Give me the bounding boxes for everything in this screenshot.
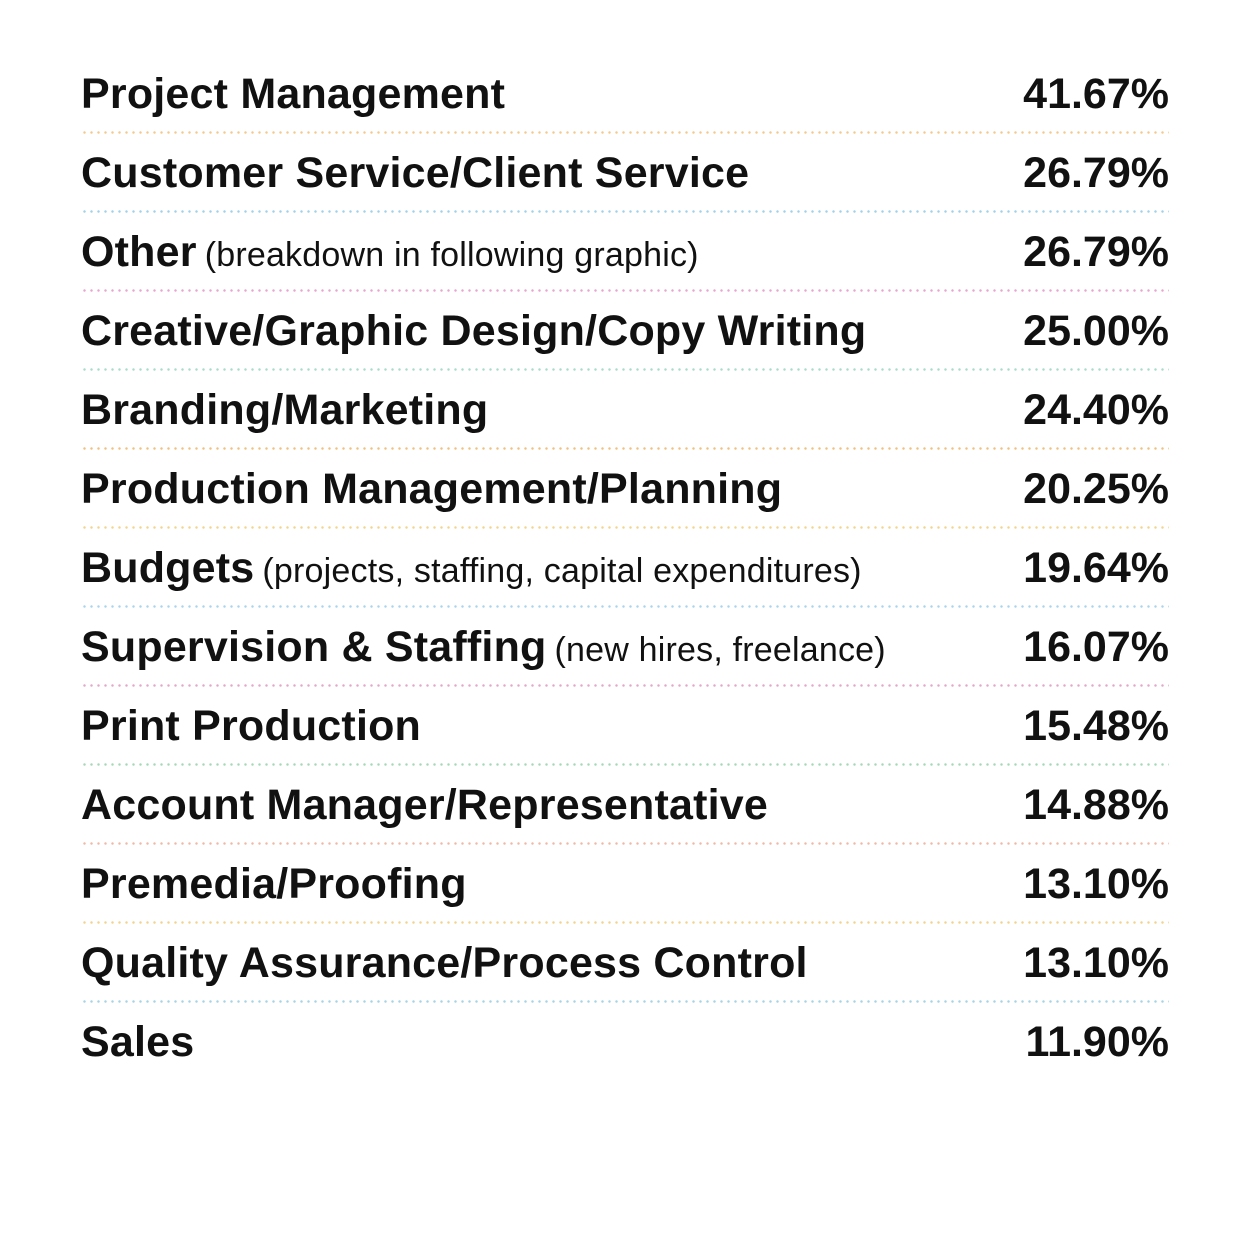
row-percentage-value: 14.88% bbox=[1023, 781, 1169, 829]
row-label-text: Sales bbox=[81, 1018, 195, 1066]
row-label-note: (new hires, freelance) bbox=[554, 631, 886, 669]
row-label-text: Budgets bbox=[81, 544, 255, 592]
row-label bbox=[81, 465, 783, 513]
row-label-text: Account Manager/Representative bbox=[81, 781, 769, 829]
table-row bbox=[81, 55, 1169, 134]
row-label bbox=[81, 386, 489, 434]
row-label bbox=[81, 228, 699, 276]
row-percentage-value: 26.79% bbox=[1023, 149, 1169, 197]
row-percentage-value: 25.00% bbox=[1023, 307, 1169, 355]
row-percentage-value: 19.64% bbox=[1023, 544, 1169, 592]
table-row bbox=[81, 371, 1169, 450]
row-label-text: Creative/Graphic Design/Copy Writing bbox=[81, 307, 867, 355]
table-row bbox=[81, 608, 1169, 687]
row-label bbox=[81, 1018, 195, 1066]
row-percentage-value: 13.10% bbox=[1023, 939, 1169, 987]
row-label bbox=[81, 307, 867, 355]
row-label-text: Supervision & Staffing bbox=[81, 623, 547, 671]
row-percentage-value: 24.40% bbox=[1023, 386, 1169, 434]
table-row bbox=[81, 292, 1169, 371]
table-row bbox=[81, 134, 1169, 213]
table-row bbox=[81, 766, 1169, 845]
row-label bbox=[81, 860, 467, 908]
table-row bbox=[81, 845, 1169, 924]
row-label bbox=[81, 623, 886, 671]
row-label-text: Premedia/Proofing bbox=[81, 860, 467, 908]
row-label-text: Other bbox=[81, 228, 197, 276]
row-label bbox=[81, 70, 506, 118]
row-label-text: Customer Service/Client Service bbox=[81, 149, 750, 197]
table-row bbox=[81, 213, 1169, 292]
ranked-percentage-table bbox=[81, 55, 1169, 1082]
row-percentage-value: 20.25% bbox=[1023, 465, 1169, 513]
row-label-text: Branding/Marketing bbox=[81, 386, 489, 434]
row-percentage-value: 16.07% bbox=[1023, 623, 1169, 671]
row-label bbox=[81, 544, 862, 592]
row-label-text: Quality Assurance/Process Control bbox=[81, 939, 808, 987]
row-label bbox=[81, 702, 422, 750]
row-label-text: Print Production bbox=[81, 702, 422, 750]
row-label-text: Project Management bbox=[81, 70, 506, 118]
table-row bbox=[81, 1003, 1169, 1082]
row-label bbox=[81, 939, 808, 987]
table-row bbox=[81, 924, 1169, 1003]
row-percentage-value: 26.79% bbox=[1023, 228, 1169, 276]
row-label-note: (projects, staffing, capital expenditures) bbox=[262, 552, 862, 590]
table-row bbox=[81, 450, 1169, 529]
row-percentage-value: 15.48% bbox=[1023, 702, 1169, 750]
table-row bbox=[81, 529, 1169, 608]
row-label bbox=[81, 149, 750, 197]
row-label-text: Production Management/Planning bbox=[81, 465, 783, 513]
row-label bbox=[81, 781, 769, 829]
row-percentage-value: 13.10% bbox=[1023, 860, 1169, 908]
row-percentage-value: 41.67% bbox=[1023, 70, 1169, 118]
table-row bbox=[81, 687, 1169, 766]
row-label-note: (breakdown in following graphic) bbox=[204, 236, 699, 274]
row-percentage-value: 11.90% bbox=[1025, 1018, 1169, 1066]
